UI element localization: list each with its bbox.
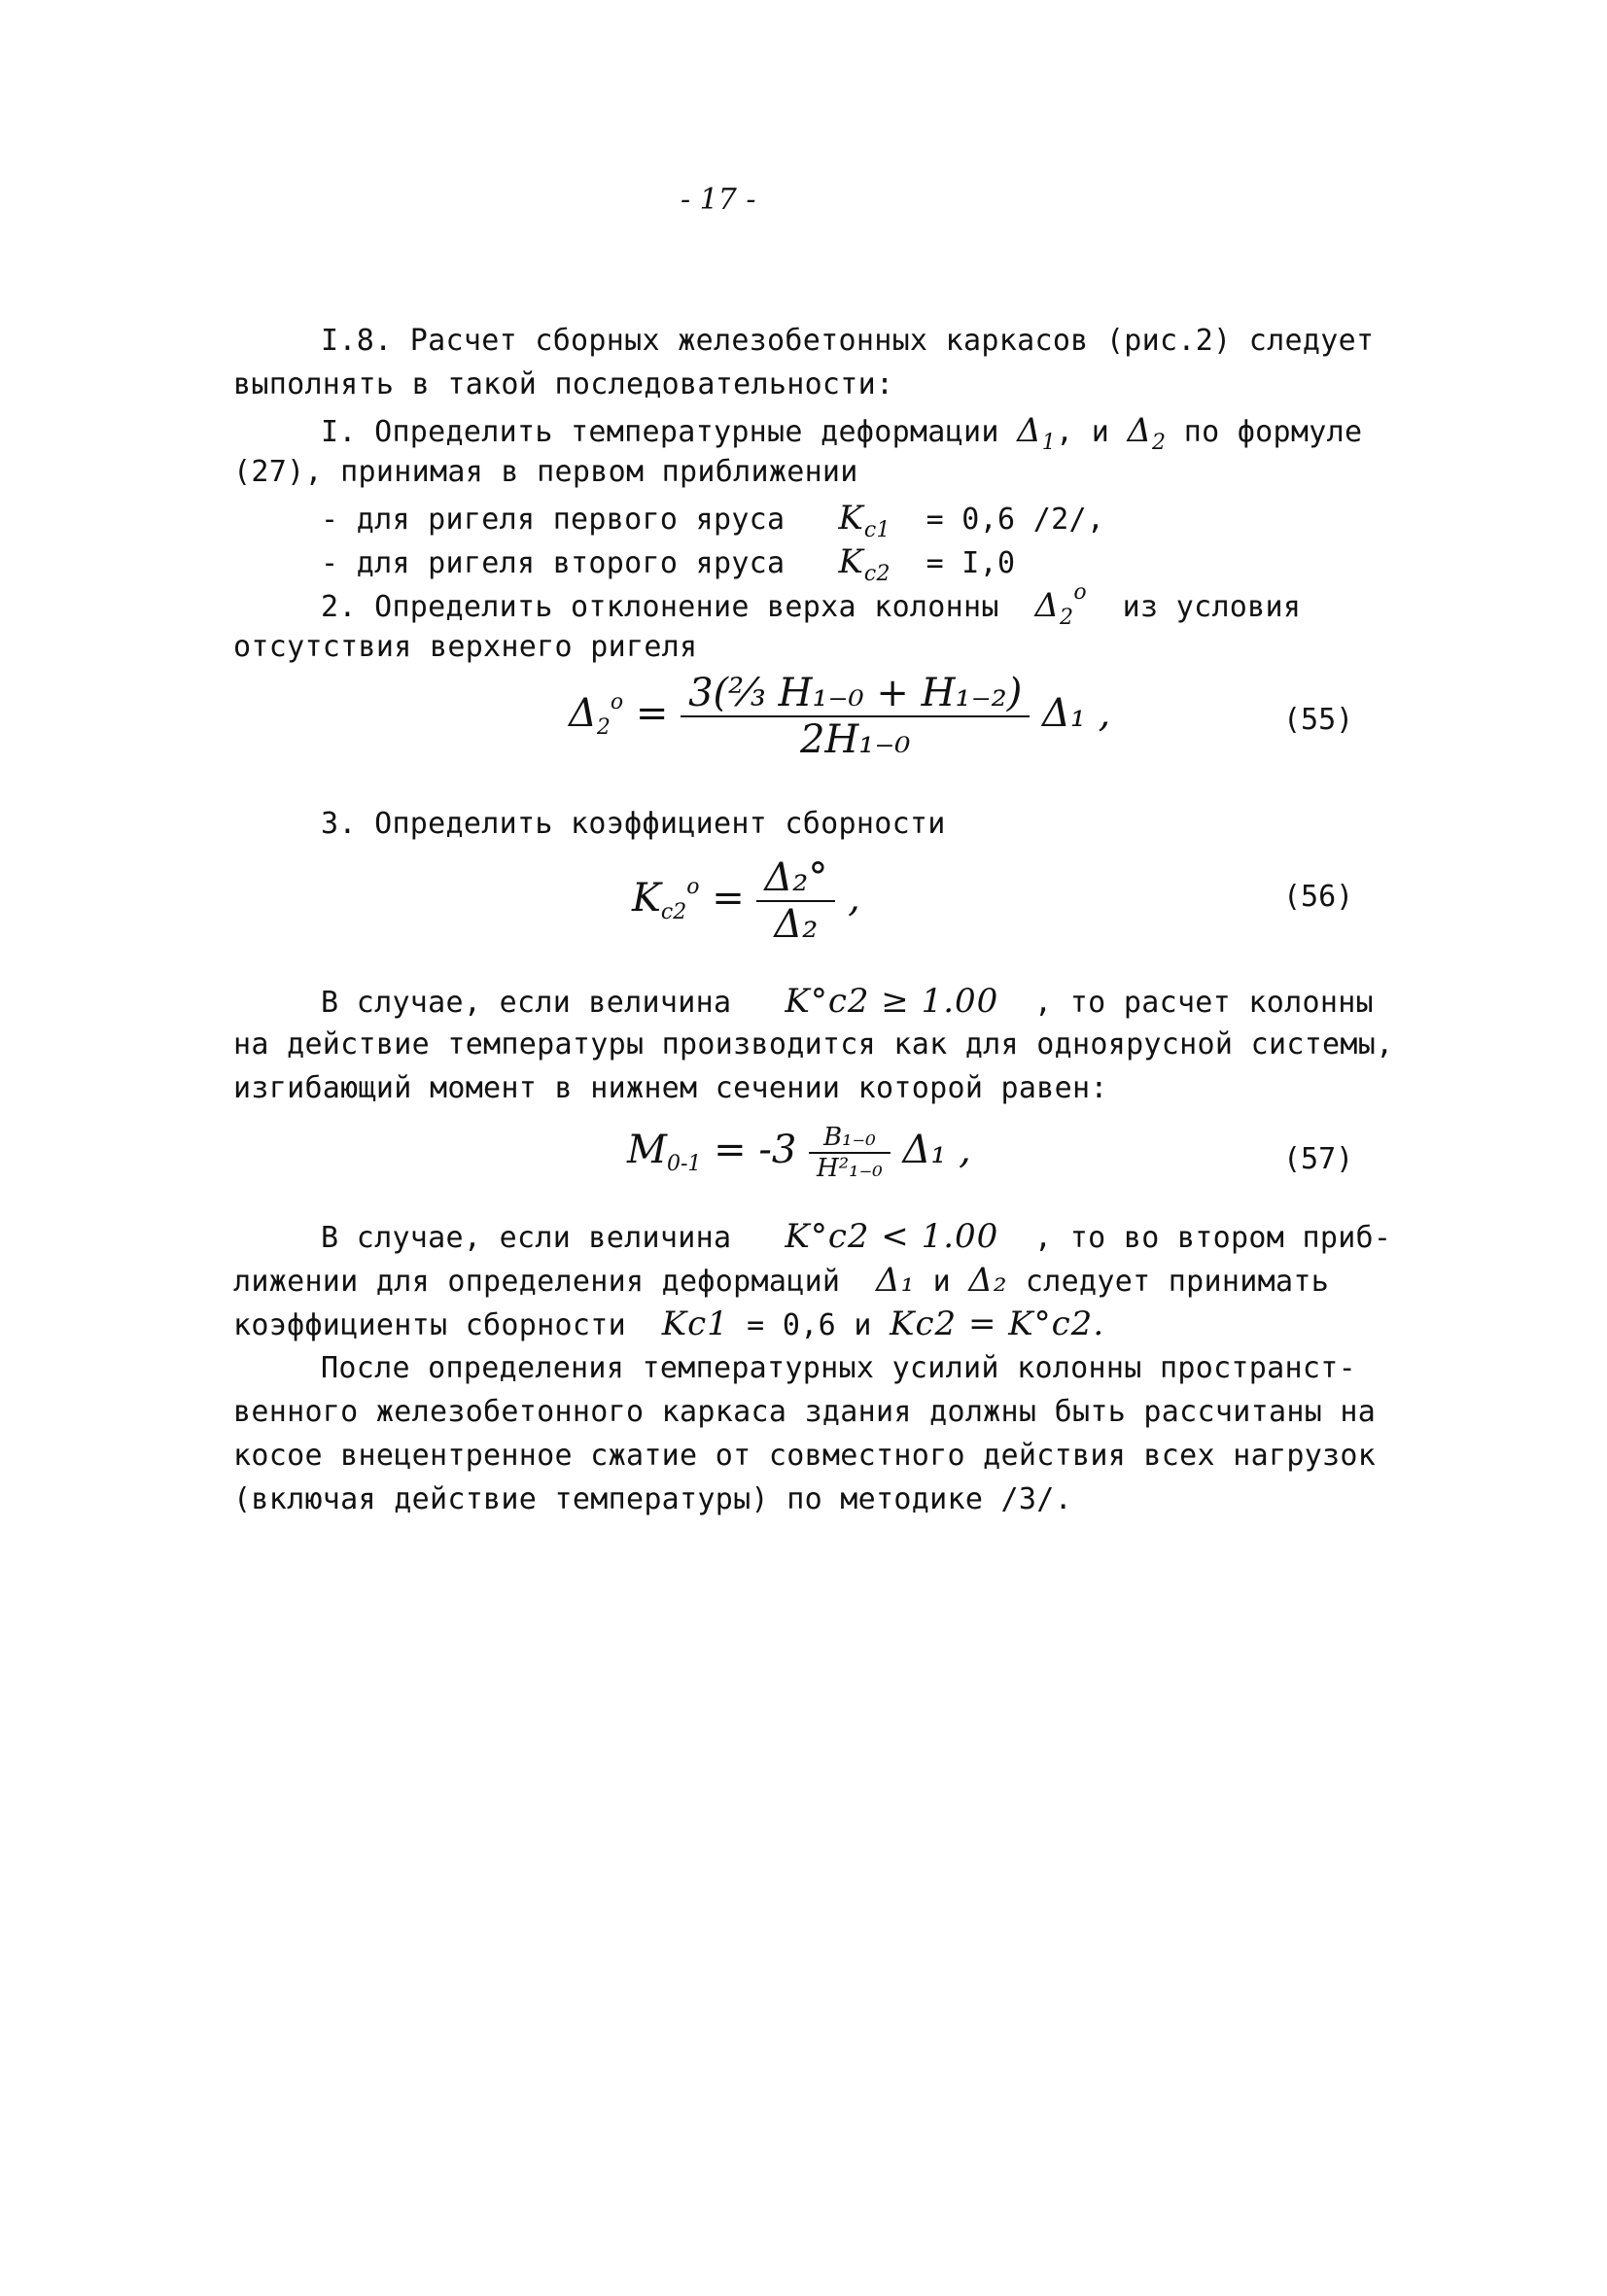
kc2-sub: c2 [863,562,891,586]
eq55-fraction [681,671,1030,762]
eq56-op: = [712,876,745,921]
case1-line-2: на действие температуры производится как для одноярусной системы, [233,1027,1394,1061]
case2-delta1: Δ₁ [876,1261,916,1300]
eq55-numerator: 3(⅔ H₁₋₀ + H₁₋₂) [681,671,1030,717]
case2-line-1 [321,1217,1391,1256]
case2-line2-text-b: следует принимать [1025,1265,1330,1299]
step2-line-1 [321,580,1302,630]
step1-bullet-1 [321,499,1105,542]
case2-condition: K°c2 < 1.00 [785,1217,999,1256]
bullet2-text: - для ригеля второго яруса [321,546,786,580]
intro-line-2: выполнять в такой последовательности: [233,367,894,401]
eq57-op: = -3 [714,1128,797,1172]
delta1-symbol: Δ [1017,411,1042,450]
delta2o-symbol: Δ [1034,586,1061,625]
case2-delta2: Δ₂ [968,1261,1008,1300]
eq56-tail: , [848,876,860,921]
step1-text-b: по формуле [1183,415,1363,449]
eq55-denominator: 2H₁₋₀ [799,717,911,762]
case2-kc1: Kc1 [661,1305,729,1343]
eq56-fraction [756,855,835,947]
step2-text-a: 2. Определить отклонение верха колонны [321,590,999,624]
eq57-tail: Δ₁ , [902,1128,971,1172]
case1-condition: K°c2 ≥ 1.00 [785,982,999,1021]
step1-bullet-2 [321,542,1016,586]
eq57-numerator: B₁₋₀ [809,1123,891,1154]
bullet1-value: = 0,6 /2/, [926,503,1105,537]
delta2-sub: 2 [1152,431,1167,455]
eq57-lhs-sub: 0-1 [666,1152,702,1176]
step1-line-2: (27), принимая в первом приближении [233,455,858,489]
bullet1-text: - для ригеля первого яруса [321,503,786,537]
equation-55 [569,671,1110,762]
eq55-op: = [635,691,669,736]
case2-text-b: , то во втором приб- [1034,1221,1392,1255]
step1-text-a: I. Определить температурные деформации [321,415,999,449]
eq55-number: (55) [1283,703,1354,737]
eq55-tail: Δ₁ , [1042,691,1111,736]
eq55-lhs-sub: 2 [596,715,611,740]
case1-line-1 [321,982,1374,1021]
eq56-lhs: K [632,876,661,921]
step1-and: и [1091,415,1110,449]
case2-line-2 [233,1261,1329,1300]
case2-text-a: В случае, если величина [321,1221,732,1255]
final-line-3: косое внецентренное сжатие от совместного действия всех нагрузок [233,1439,1377,1473]
eq57-denominator: H²₁₋₀ [817,1154,883,1183]
eq56-number: (56) [1283,880,1354,914]
step1-line-1: I. Определить температурные деформации $\Delta_1$, и $\Delta_2$ по формуле [321,411,1363,455]
case2-kc2: Kc2 = K°c2. [890,1305,1105,1343]
case2-line3-text: коэффициенты сборности [233,1308,626,1342]
delta2o-sup: o [1073,580,1087,605]
step2-line-2: отсутствия верхнего ригеля [233,630,698,664]
eq56-lhs-sub: c2 [660,900,687,924]
case1-line-3: изгибающий момент в нижнем сечении которой равен: [233,1071,1108,1105]
kc1-sub: c1 [863,518,891,542]
eq56-denominator: Δ₂ [774,902,819,947]
intro-line-1: I.8. Расчет сборных железобетонных каркасов (рис.2) следует [321,324,1375,358]
page-number: - 17 - [681,183,756,217]
delta2-symbol: Δ [1127,411,1153,450]
case2-value: = 0,6 и [747,1308,872,1342]
case1-text-b: , то расчет колонны [1034,986,1374,1020]
eq57-fraction [809,1123,891,1183]
case2-line-3 [233,1305,1104,1343]
final-line-2: венного железобетонного каркаса здания должны быть рассчитаны на [233,1395,1377,1429]
eq55-lhs-sup: o [610,690,624,714]
final-line-1: После определения температурных усилий колонны пространст- [321,1351,1356,1385]
bullet2-value: = I,0 [926,546,1016,580]
kc1-symbol: K [838,499,864,538]
eq55-lhs: Δ [569,691,597,736]
eq57-number: (57) [1283,1142,1354,1176]
step3-line-1: 3. Определить коэффициент сборности [321,807,946,841]
eq56-numerator: Δ₂° [756,855,835,902]
delta1-sub: 1 [1041,431,1056,455]
equation-57 [627,1123,971,1183]
eq57-lhs: M [627,1128,667,1172]
step2-text-b: из условия [1122,590,1302,624]
case2-line2-text-a: лижении для определения деформаций [233,1265,841,1299]
final-line-4: (включая действие температуры) по методике /3/. [233,1482,1072,1516]
equation-56 [632,855,860,947]
case1-text-a: В случае, если величина [321,986,732,1020]
delta2o-sub: 2 [1060,606,1074,630]
kc2-symbol: K [838,542,864,581]
eq56-lhs-sup: o [686,875,700,899]
case2-and: и [932,1265,951,1299]
